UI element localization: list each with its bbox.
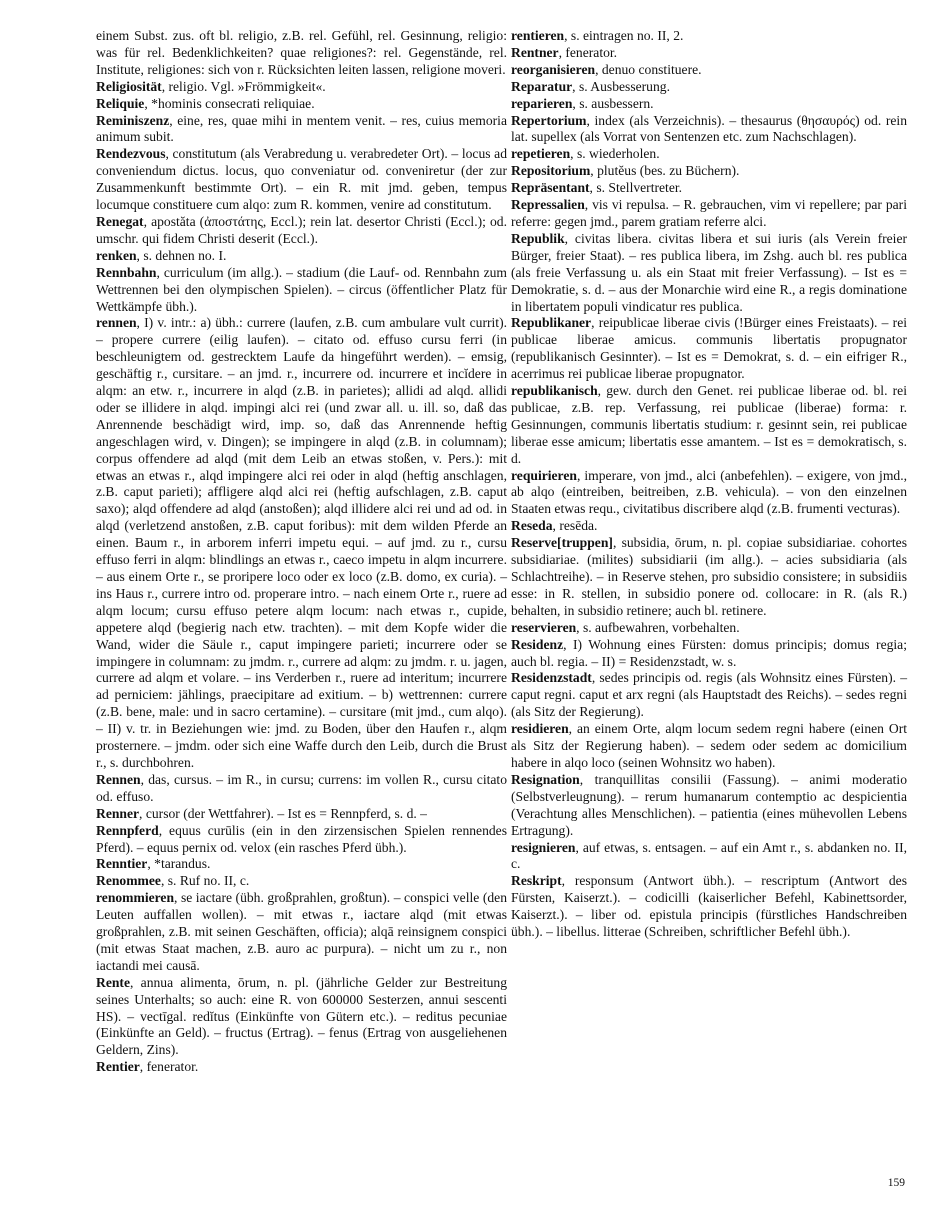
entry: Rennen, das, cursus. – im R., in cursu; currens: im vollen R., cursu citato od. effuso.: [96, 771, 507, 804]
entry: Reserve[truppen], subsidia, ōrum, n. pl. copiae subsidiariae. cohortes subsidiariae. (milites) subsidiarii (im allg.). – acies subsidiaria (als Schlachtreihe). – in Reserve stehen, pro subsidio consistere; in subsidiis esse: in R. stellen, in subsidio ponere od. collocare: in R. (als R.) behalten, in subsidio retinere; auch bl. retinere.: [511, 535, 907, 618]
left-column: [96, 28, 507, 1076]
entry: rentieren, s. eintragen no. II, 2.: [511, 28, 684, 43]
entry: Rennbahn, curriculum (im allg.). – stadium (die Lauf- od. Rennbahn zum Wettrennen bei den olympischen Spielen). – circus (öffentlicher Platz für Wettkämpfe übh.).: [96, 264, 507, 314]
entry: republikanisch, gew. durch den Genet. rei publicae liberae od. bl. rei publicae, z.B. rep. Verfassung, rei publicae (liberae) forma: r. Gesinnungen, communis libertatis studium: r. gesinnt sein, rei publicae liberae esse amicum; libertatis esse amantem. – Ist es = demokratisch, s. d.: [511, 383, 907, 466]
entry: Renegat, apostăta (ἀποστάτης, Eccl.); rein lat. desertor Christi (Eccl.); od. umschr. qui fidem Christi deserit (Eccl.).: [96, 213, 507, 246]
entry: requirieren, imperare, von jmd., alci (anbefehlen). – exigere, von jmd., ab alqo (eintreiben, beitreiben, z.B. vehicula). – von den einzelnen Staaten etwas requ., civitatibus discribere alqd (z.B. frumenti vecturas).: [511, 467, 907, 517]
entry: Rennpferd, equus curūlis (ein in den zirzensischen Spielen rennendes Pferd). – equus pernix od. velox (ein rasches Pferd übh.).: [96, 822, 507, 855]
entry: Republikaner, reipublicae liberae civis (!Bürger eines Freistaats). – rei publicae liberae amicus. communis libertatis propugnator (republikanisch Gesinnter). – Ist es = Demokrat, s. d. – ein eifriger R., acerrimus rei publicae liberae propugnator.: [511, 315, 907, 382]
entry: rennen, I) v. intr.: a) übh.: currere (laufen, z.B. cum ambulare vult currit). – propere currere (eilig laufen). – citato od. effuso cursu ferri (in beschleunigtem od. gestrecktem Laufe da hingeführt werden). – emsig, geschäftig r., cursitare. – an jmd. r., incurrere od. incurrere et incĭdere in alqm: an etw. r., incurrere in alqd (z.B. in parietes); allidi ad alqd. allidi oder se illidere in alqd. impingi alci rei (und zwar all. u. ill. so, daß das Anrennende beschädigt wird, imp. so, daß das Anrennende heftig angeschlagen wird, v. Dingen); se impingere in alqd (z.B. in columnam); corpus offendere ad alqd (mit dem Leib an etwas stoßen, v. Pers.): mit etwas an etwas r., alqd impingere alci rei oder in alqd (heftig anschlagen, z.B. caput parieti); affligere alqd alci rei (heftig aufschlagen, z.B. caput saxo); alqd offendere ad alqd (anstoßen); alqd illidere alci rei und ad od. in alqd (verletzend anstoßen, z.B. caput foribus): mit dem wilden Pferde an einen. Baum r., in arborem inferri impetu equi. – auf jmd. zu r., cursu effuso ferri in alqm: blindlings an etwas r., caeco impetu in alqm incurrere. – aus einem Orte r., se proripere loco oder ex loco (z.B. domo, ex curia). – ins Haus r., currere intro od. properare intro. – nach einem Orte r., ruere ad alqm locum; cursu effuso petere alqm locum: nach etwas r., cupide, appetere alqd (begierig nach etw. trachten). – mit dem Kopfe wider die Wand, wider die Säule r., caput impingere parieti; incurrere oder se impingere in columnam: zu jmdm. r., currere ad alqm: zu jmdm. r. u. jagen, currere ad alqm et volare. – ins Verderben r., ruere ad interitum; incurrere ad perniciem: jählings, praecipitare ad exitium. – b) wettrennen: currere (z.B. bene, male: und in sacro certamine). – cursitare (mit jmd., cum alqo). – II) v. tr. in Beziehungen wie: jmd. zu Boden, über den Haufen r., alqm prosternere. – jmdm. oder sich eine Waffe durch den Leib, durch die Brust r., s. durchbohren.: [96, 315, 507, 770]
entry: reparieren, s. ausbessern.: [511, 95, 654, 111]
entry: Reskript, responsum (Antwort übh.). – rescriptum (Antwort des Fürsten, Kaiserzt.). – codicilli (kaiserlicher Befehl, Kabinettsorder, Kaiserzt.). – liber od. epistula principis (fürstliches Handschreiben übh.). – libellus. litterae (Schreiben, schriftlicher Befehl übh.).: [511, 873, 907, 940]
entry: Republik, civitas libera. civitas libera et sui iuris (als Verein freier Bürger, freier Staat). – res publica libera, im Zshg. auch bl. res publica (als freie Verfassung u. als ein Staat mit freier Verfassung). – Ist es = Demokratie, s. d. – aus der Monarchie wird eine R., a regis dominatione in libertatem populi vindicatur res publica.: [511, 230, 907, 314]
entry: Repositorium, plutĕus (bes. zu Büchern).: [511, 163, 740, 179]
entry: Religiosität, religio. Vgl. »Frömmigkeit«.: [96, 78, 326, 94]
entry: Repertorium, index (als Verzeichnis). – thesaurus (θησαυρός) od. rein lat. supellex (als Vorrat von Sentenzen etc. zum Nachschlagen).: [511, 112, 907, 145]
entry: renommieren, se iactare (übh. großprahlen, großtun). – conspici velle (den Leuten auffallen wollen). – mit etwas r., iactare alqd (mit etwas großprahlen, z.B. mit seinen Geschäften, officia); alqā reinsignem conspici (mit etwas Staat machen, z.B. auro ac purpura). – nicht um zu r., non iactandi mei causā.: [96, 890, 507, 973]
entry: Renntier, *tarandus.: [96, 856, 211, 872]
entry: Reminiszenz, eine, res, quae mihi in mentem venit. – res, cuius memoria animum subit.: [96, 112, 507, 145]
entry: Residenzstadt, sedes principis od. regis (als Wohnsitz eines Fürsten). – caput regni. caput et arx regni (als Hauptstadt des Reichs). – sedes regni (als Sitz der Regierung).: [511, 670, 907, 720]
entry: residieren, an einem Orte, alqm locum sedem regni habere (einen Ort als Sitz der Regierung haben). – sedem oder sedem ac domicilium habere in alqo loco (seinen Wohnsitz wo haben).: [511, 721, 907, 770]
entry: Rendezvous, constitutum (als Verabredung u. verabredeter Ort). – locus ad conveniendum dictus. locus, quo conveniatur od. conveniretur (der zur Zusammenkunft bestimmte Ort). – ein R. mit jmd. geben, tempus locumque constituere cum alqo: zum R. kommen, venire ad constitutum.: [96, 146, 507, 213]
entry: reorganisieren, denuo constituere.: [511, 61, 702, 77]
entry: einem Subst. zus. oft bl. religio, z.B. rel. Gefühl, rel. Gesinnung, religio: was für rel. Bedenklichkeiten? quae religiones?: rel. Gegenstände, rel. Institute, religiones: sich von r. Rücksichten leiten lassen, religione moveri.: [96, 28, 507, 77]
entry: Rente, annua alimenta, ōrum, n. pl. (jährliche Gelder zur Bestreitung seines Unterhalts; so auch: eine R. von 600000 Sesterzen, annui sescenti HS). – vectīgal. redĭtus (Einkünfte von Gütern etc.). – reditus pecuniae (Einkünfte an Geld). – fructus (Ertrag). – fenus (Ertrag von ausgeliehenen Geldern, Zins).: [96, 974, 507, 1058]
entry: Residenz, I) Wohnung eines Fürsten: domus principis; domus regia; auch bl. regia. – II) = Residenzstadt, w. s.: [511, 636, 907, 669]
entry: Renommee, s. Ruf no. II, c.: [96, 873, 250, 889]
entry: Rentner, fenerator.: [511, 44, 618, 60]
entry: reservieren, s. aufbewahren, vorbehalten.: [511, 619, 740, 635]
entry: Reparatur, s. Ausbesserung.: [511, 78, 670, 94]
entry: renken, s. dehnen no. I.: [96, 247, 227, 263]
entry: Reseda, resēda.: [511, 518, 598, 534]
page-number: 159: [887, 1177, 905, 1189]
entry: repetieren, s. wiederholen.: [511, 146, 660, 162]
right-column: [511, 28, 907, 941]
entry: Repressalien, vis vi repulsa. – R. gebrauchen, vim vi repellere; par pari referre: gegen jmd., parem gratiam referre alci.: [511, 197, 907, 229]
entry: Resignation, tranquillitas consilii (Fassung). – animi moderatio (Selbstverleugnung). – rerum humanarum contemptio ac despicientia (Verachtung alles Menschlichen). – patientia (eines mühevollen Lebens Ertragung).: [511, 771, 907, 838]
entry: Rentier, fenerator.: [96, 1059, 199, 1075]
entry: Reliquie, *hominis consecrati reliquiae.: [96, 95, 315, 111]
entry: Repräsentant, s. Stellvertreter.: [511, 180, 683, 196]
entry: resignieren, auf etwas, s. entsagen. – auf ein Amt r., s. abdanken no. II, c.: [511, 839, 907, 872]
entry: Renner, cursor (der Wettfahrer). – Ist es = Rennpferd, s. d. –: [96, 805, 427, 821]
